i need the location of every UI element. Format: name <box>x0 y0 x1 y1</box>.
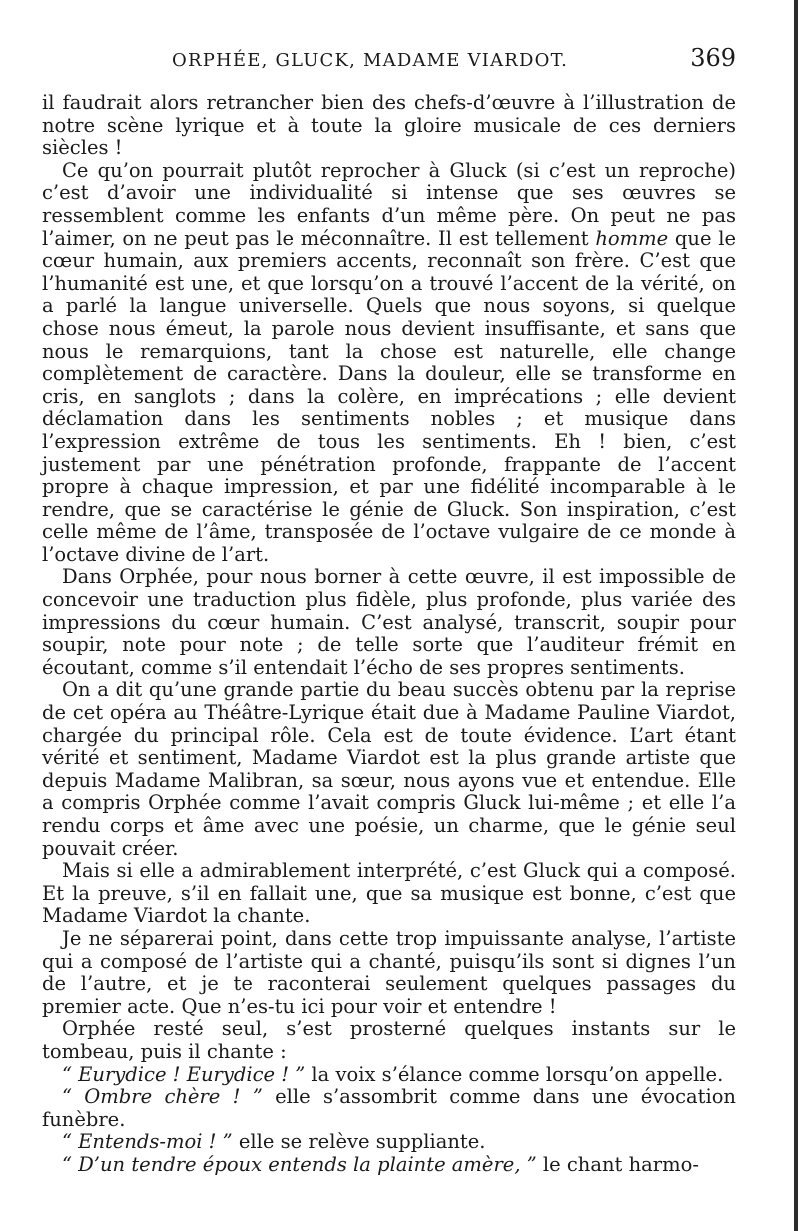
page-number: 369 <box>690 44 736 72</box>
quote-italic: “ Eurydice ! Eurydice ! ” <box>62 1062 306 1086</box>
quote-line <box>42 1086 736 1131</box>
quote-line <box>42 1131 736 1154</box>
paragraph: Dans Orphée, pour nous borner à cette œuvre, il est impossible de concevoir une traduction plus fidèle, plus profonde, plus variée des impressions du cœur humain. C’est analysé, transcrit, soupir pour soupir, note pour note ; de telle sorte que l’auditeur frémit en écoutant, comme s’il entendait l’écho de ses propres sentiments. <box>42 565 736 679</box>
quote-text: elle s’assombrit comme dans une évocation funèbre. <box>42 1085 736 1131</box>
paragraph: Mais si elle a admirablement interprété, c’est Gluck qui a composé. Et la preuve, s’il en fallait une, que sa musique est bonne, c’est que Madame Viardot la chante. <box>42 859 736 928</box>
paragraph: Orphée resté seul, s’est prosterné quelques instants sur le tombeau, puis il chante : <box>42 1017 736 1063</box>
paragraph: On a dit qu’une grande partie du beau succès obtenu par la reprise de cet opéra au Théâtre-Lyrique était due à Madame Pauline Viardot, chargée du principal rôle. Cela est de toute évidence. L’art étant vérité et sentiment, Madame Viardot est la plus grande artiste que depuis Madame Malibran, sa sœur, nous ayons vue et entendue. Elle a compris Orphée comme l’avait compris Gluck lui-même ; et elle l’a rendu corps et âme avec une poésie, un charme, que le génie seul pouvait créer. <box>42 678 736 860</box>
quote-italic: “ Entends-moi ! ” <box>62 1130 233 1154</box>
quote-text: le chant harmo- <box>536 1152 699 1176</box>
body-text <box>42 92 736 1177</box>
page-edge-rule <box>794 0 798 1231</box>
quote-italic: “ Ombre chère ! ” <box>62 1085 263 1109</box>
quote-line <box>42 1154 736 1177</box>
page-header <box>42 44 736 84</box>
italic-text: homme <box>595 226 669 250</box>
paragraph: il faudrait alors retrancher bien des chefs-d’œuvre à l’illustration de notre scène lyrique et à toute la gloire musicale de ces derniers siècles ! <box>42 91 736 160</box>
quote-text: la voix s’élance comme lorsqu’on appelle. <box>305 1062 724 1086</box>
paragraph <box>42 160 736 567</box>
quote-line <box>42 1064 736 1087</box>
paragraph: Je ne séparerai point, dans cette trop impuissante analyse, l’artiste qui a composé de l’artiste qui a chanté, puisqu’ils sont si dignes l’un de l’autre, et je te raconterai seulement quelques passages du premier acte. Que n’es-tu ici pour voir et entendre ! <box>42 926 736 1018</box>
running-head: ORPHÉE, GLUCK, MADAME VIARDOT. <box>172 50 569 71</box>
quote-italic: “ D’un tendre époux entends la plainte amère, ” <box>62 1152 537 1176</box>
paragraph-text: Ce qu’on pourrait plutôt reprocher à Gluck (si c’est un reproche) c’est d’avoir une individualité si intense que ses œuvres se ressemblent comme les enfants d’un même père. On peut ne pas l’aimer, on ne peut pas le méconnaître. Il est tellement <box>42 158 736 250</box>
paragraph-text: que le cœur humain, aux premiers accents, reconnaît son frère. C’est que l’humanité est une, et que lorsqu’on a trouvé l’accent de la vérité, on a parlé la langue universelle. Quels que nous soyons, si quelque chose nous émeut, la parole nous devient insuffisante, et sans que nous le remarquions, tant la chose est naturelle, elle change complètement de caractère. Dans la douleur, elle se transforme en cris, en sanglots ; dans la colère, en imprécations ; elle devient déclamation dans les sentiments nobles ; et musique dans l’expression extrême de tous les sentiments. Eh ! bien, c’est justement par une pénétration profonde, frappante de l’accent propre à chaque impression, et par une fidélité incomparable à le rendre, que se caractérise le génie de Gluck. Son inspiration, c’est celle même de l’âme, transposée de l’octave vulgaire de ce monde à l’octave divine de l’art. <box>42 226 736 566</box>
quote-text: elle se relève suppliante. <box>232 1130 486 1154</box>
